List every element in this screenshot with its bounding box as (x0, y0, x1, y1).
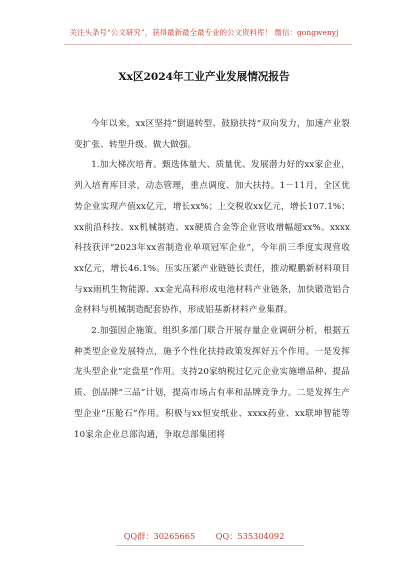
paragraph-section-1: 1.加大梯次培育。甄选体量大、质量优、发展潜力好的xx家企业，列入培育库目录，动态管理，重点调度、加大扶持。1－11月，全区优势企业实现产值xx亿元，增长xx%；上交税收xx亿元，增长107.1%；xx前沿科技、xx机械制造、xx硬质合金等企业营收增幅超xx%。xxxx科技获评“2023年xx省制造业单项冠军企业”，今年前三季度实现营收xx亿元，增长46.1%。压实压紧产业链链长责任，推动鲲鹏新材料项目与xx雨机生物能源、xx金光高科形成电池材料产业链条，加快锻造铝合金材料与机械制造配套协作，形成铝基新材料产业集群。 (74, 160, 350, 316)
header-divider (64, 44, 352, 45)
paragraph-section-2: 2.加强因企施策。组织多部门联合开展存量企业调研分析，根据五种类型企业发展特点，施予个性化扶持政策发挥好五个作用。一是发挥龙头型企业“定盘星”作用。支持20家纳税过亿元企业实施增品种、提品质、创品牌“三品”计划，提高市场占有率和品牌竞争力。二是发挥生产型企业“压舱石”作用。积极与xx恒安纸业、xxxx药业、xx联坤智能等10家余企业总部沟通，争取总部集团将 (74, 326, 350, 440)
footer-qq-number: QQ：535304092 (215, 531, 285, 541)
document-title: Xx区2024年工业产业发展情况报告 (118, 71, 290, 83)
header-banner: 关注头条号“公文研究”，获得最新最全最专业的公文资料库！ 微信：gongwenyj (69, 28, 339, 37)
paragraph-intro: 今年以来，xx区坚持“倒逼转型、鼓励扶持”双向发力，加速产业裂变扩张、转型升级、做大做强。 (74, 119, 350, 150)
footer-qq-group: QQ群：30265665 (123, 531, 196, 541)
footer-contacts (0, 531, 408, 542)
document-body (74, 114, 350, 445)
footer-divider (116, 545, 304, 546)
